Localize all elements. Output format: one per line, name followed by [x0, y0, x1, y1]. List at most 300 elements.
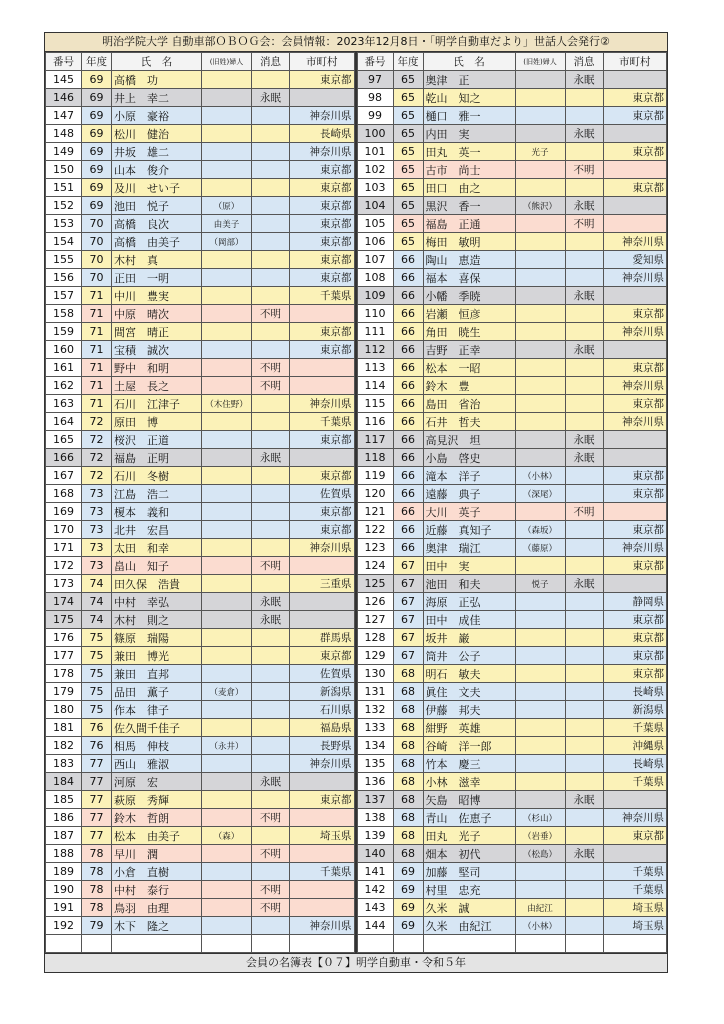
- member-status: [565, 719, 603, 737]
- col-header-no: 番号: [46, 53, 82, 71]
- member-name: 田中 成佳: [423, 611, 515, 629]
- member-status: [252, 485, 290, 503]
- member-year: 78: [82, 881, 112, 899]
- member-name: 角田 暁生: [423, 323, 515, 341]
- member-old-name: [202, 467, 252, 485]
- member-name: 福島 正明: [112, 449, 202, 467]
- member-city: 長野県: [290, 737, 355, 755]
- member-status: [565, 413, 603, 431]
- member-status: [565, 755, 603, 773]
- member-name: 谷崎 洋一郎: [423, 737, 515, 755]
- member-status: [252, 197, 290, 215]
- member-name: 矢島 昭博: [423, 791, 515, 809]
- member-city: 千葉県: [290, 413, 355, 431]
- member-status: [565, 611, 603, 629]
- member-old-name: [202, 359, 252, 377]
- member-status: [565, 269, 603, 287]
- member-year: 65: [393, 71, 423, 89]
- member-year: 78: [82, 845, 112, 863]
- member-number: 101: [357, 143, 393, 161]
- member-city: [290, 611, 355, 629]
- table-row: [357, 107, 667, 125]
- member-status: [565, 773, 603, 791]
- member-city: 神奈川県: [290, 107, 355, 125]
- member-year: 69: [393, 899, 423, 917]
- member-city: 東京都: [290, 647, 355, 665]
- member-number: 145: [46, 71, 82, 89]
- member-status: [565, 557, 603, 575]
- member-name: 奥津 正: [423, 71, 515, 89]
- member-year: 67: [393, 629, 423, 647]
- member-city: 東京都: [290, 197, 355, 215]
- member-city: [603, 197, 667, 215]
- table-row: [46, 143, 355, 161]
- member-city: 東京都: [290, 341, 355, 359]
- member-old-name: [515, 395, 565, 413]
- member-number: 102: [357, 161, 393, 179]
- member-number: 157: [46, 287, 82, 305]
- member-city: [603, 125, 667, 143]
- member-old-name: （熊沢）: [515, 197, 565, 215]
- member-old-name: 光子: [515, 143, 565, 161]
- member-number: 169: [46, 503, 82, 521]
- member-old-name: [515, 683, 565, 701]
- member-name: 間宮 晴正: [112, 323, 202, 341]
- member-number: 112: [357, 341, 393, 359]
- member-status: [252, 719, 290, 737]
- table-row: [46, 485, 355, 503]
- table-row: [46, 341, 355, 359]
- member-year: 66: [393, 341, 423, 359]
- member-year: 66: [393, 359, 423, 377]
- member-old-name: [202, 251, 252, 269]
- member-name: 佐久間千佳子: [112, 719, 202, 737]
- member-year: 69: [82, 107, 112, 125]
- member-number: 132: [357, 701, 393, 719]
- table-row: [357, 287, 667, 305]
- member-name: 乾山 知之: [423, 89, 515, 107]
- member-year: 71: [82, 341, 112, 359]
- member-name: 高見沢 坦: [423, 431, 515, 449]
- member-status: [252, 863, 290, 881]
- table-row: [357, 503, 667, 521]
- member-year: 69: [82, 143, 112, 161]
- member-year: 78: [82, 863, 112, 881]
- member-name: 田中 実: [423, 557, 515, 575]
- table-row: [46, 863, 355, 881]
- member-city: 東京都: [603, 827, 667, 845]
- table-row: [357, 413, 667, 431]
- member-old-name: [515, 881, 565, 899]
- member-name: 岩瀬 恒彦: [423, 305, 515, 323]
- member-roster-sheet: [44, 32, 668, 973]
- member-number: 150: [46, 161, 82, 179]
- member-status: [252, 323, 290, 341]
- table-row: [46, 539, 355, 557]
- member-city: 東京都: [290, 467, 355, 485]
- member-number: 115: [357, 395, 393, 413]
- member-year: 67: [393, 647, 423, 665]
- table-row: [357, 737, 667, 755]
- member-year: 75: [82, 647, 112, 665]
- member-name: 及川 せい子: [112, 179, 202, 197]
- blank-cell: [515, 935, 565, 953]
- member-name: 小倉 直樹: [112, 863, 202, 881]
- table-row: [357, 575, 667, 593]
- member-city: 長崎県: [603, 683, 667, 701]
- member-old-name: [202, 179, 252, 197]
- member-old-name: [202, 485, 252, 503]
- member-number: 136: [357, 773, 393, 791]
- member-year: 73: [82, 539, 112, 557]
- table-row: [46, 449, 355, 467]
- member-old-name: [515, 701, 565, 719]
- member-number: 137: [357, 791, 393, 809]
- member-city: [290, 305, 355, 323]
- member-old-name: [202, 377, 252, 395]
- table-row: [357, 647, 667, 665]
- table-row: [46, 773, 355, 791]
- member-old-name: [202, 773, 252, 791]
- member-year: 67: [393, 593, 423, 611]
- col-header-old-name: (旧姓)婦人: [202, 53, 252, 71]
- member-name: 滝本 洋子: [423, 467, 515, 485]
- member-status: [252, 395, 290, 413]
- blank-cell: [202, 935, 252, 953]
- member-name: 久米 誠: [423, 899, 515, 917]
- table-row: [46, 89, 355, 107]
- member-name: 大川 英子: [423, 503, 515, 521]
- col-header-status: 消息: [252, 53, 290, 71]
- member-old-name: （永井）: [202, 737, 252, 755]
- table-row: [46, 287, 355, 305]
- member-status: [252, 755, 290, 773]
- member-old-name: [202, 503, 252, 521]
- table-row: [357, 485, 667, 503]
- member-old-name: [202, 269, 252, 287]
- member-number: 167: [46, 467, 82, 485]
- blank-cell: [357, 935, 393, 953]
- member-city: [290, 557, 355, 575]
- member-old-name: [202, 611, 252, 629]
- member-city: [290, 881, 355, 899]
- member-status: [252, 269, 290, 287]
- member-city: 東京都: [603, 557, 667, 575]
- member-number: 133: [357, 719, 393, 737]
- member-year: 71: [82, 287, 112, 305]
- member-status: 永眠: [565, 791, 603, 809]
- table-row: [357, 251, 667, 269]
- member-number: 170: [46, 521, 82, 539]
- member-number: 143: [357, 899, 393, 917]
- member-status: [252, 125, 290, 143]
- table-row: [46, 395, 355, 413]
- member-status: [252, 665, 290, 683]
- member-number: 166: [46, 449, 82, 467]
- member-old-name: [515, 359, 565, 377]
- member-old-name: [515, 611, 565, 629]
- table-row: [357, 755, 667, 773]
- member-year: 65: [393, 179, 423, 197]
- member-city: 神奈川県: [290, 395, 355, 413]
- member-status: [252, 539, 290, 557]
- member-year: 68: [393, 809, 423, 827]
- blank-row: [46, 935, 355, 953]
- table-row: [46, 791, 355, 809]
- member-year: 66: [393, 539, 423, 557]
- member-old-name: （麦倉）: [202, 683, 252, 701]
- member-old-name: [202, 917, 252, 935]
- member-status: 不明: [252, 845, 290, 863]
- member-year: 66: [393, 395, 423, 413]
- member-old-name: [202, 863, 252, 881]
- member-city: 長崎県: [290, 125, 355, 143]
- member-number: 183: [46, 755, 82, 773]
- member-year: 69: [82, 71, 112, 89]
- member-old-name: [202, 665, 252, 683]
- member-year: 66: [393, 251, 423, 269]
- member-name: 木下 隆之: [112, 917, 202, 935]
- member-name: 井上 幸二: [112, 89, 202, 107]
- member-old-name: [202, 899, 252, 917]
- member-old-name: （原）: [202, 197, 252, 215]
- member-name: 榎本 義和: [112, 503, 202, 521]
- member-old-name: [515, 863, 565, 881]
- member-status: [565, 323, 603, 341]
- table-row: [357, 215, 667, 233]
- member-name: 海原 正弘: [423, 593, 515, 611]
- table-row: [357, 521, 667, 539]
- member-city: [603, 845, 667, 863]
- col-header-city: 市町村: [603, 53, 667, 71]
- table-row: [46, 251, 355, 269]
- member-name: 兼田 博光: [112, 647, 202, 665]
- member-number: 108: [357, 269, 393, 287]
- member-status: [565, 863, 603, 881]
- member-number: 156: [46, 269, 82, 287]
- member-status: [252, 521, 290, 539]
- member-old-name: [515, 251, 565, 269]
- table-row: [46, 359, 355, 377]
- member-city: 静岡県: [603, 593, 667, 611]
- member-year: 65: [393, 197, 423, 215]
- table-row: [46, 521, 355, 539]
- member-old-name: [515, 287, 565, 305]
- member-city: 神奈川県: [603, 809, 667, 827]
- member-status: [565, 539, 603, 557]
- member-year: 74: [82, 593, 112, 611]
- member-name: 鳥羽 由理: [112, 899, 202, 917]
- member-name: 宝積 誠次: [112, 341, 202, 359]
- member-old-name: [515, 341, 565, 359]
- member-status: [252, 575, 290, 593]
- member-status: 永眠: [565, 431, 603, 449]
- table-row: [357, 809, 667, 827]
- member-number: 168: [46, 485, 82, 503]
- member-name: 陶山 恵造: [423, 251, 515, 269]
- member-old-name: （森）: [202, 827, 252, 845]
- member-name: 吉野 正幸: [423, 341, 515, 359]
- member-name: 田丸 光子: [423, 827, 515, 845]
- member-city: 新潟県: [603, 701, 667, 719]
- member-year: 66: [393, 287, 423, 305]
- member-year: 69: [393, 881, 423, 899]
- member-city: [603, 161, 667, 179]
- table-row: [357, 197, 667, 215]
- member-city: 神奈川県: [290, 143, 355, 161]
- member-status: [565, 917, 603, 935]
- member-city: 佐賀県: [290, 665, 355, 683]
- member-number: 161: [46, 359, 82, 377]
- member-status: [252, 287, 290, 305]
- table-row: [357, 539, 667, 557]
- table-row: [46, 197, 355, 215]
- member-year: 67: [393, 557, 423, 575]
- table-row: [357, 89, 667, 107]
- table-row: [357, 827, 667, 845]
- table-row: [46, 701, 355, 719]
- member-name: 梅田 敏明: [423, 233, 515, 251]
- member-city: [603, 575, 667, 593]
- member-number: 138: [357, 809, 393, 827]
- member-old-name: （木住野）: [202, 395, 252, 413]
- member-year: 65: [393, 233, 423, 251]
- member-old-name: [202, 287, 252, 305]
- member-name: 加藤 堅司: [423, 863, 515, 881]
- blank-cell: [423, 935, 515, 953]
- member-old-name: [202, 629, 252, 647]
- member-city: [603, 503, 667, 521]
- member-old-name: [202, 341, 252, 359]
- table-row: [46, 809, 355, 827]
- member-number: 148: [46, 125, 82, 143]
- member-old-name: [202, 701, 252, 719]
- member-name: 明石 敏夫: [423, 665, 515, 683]
- blank-cell: [393, 935, 423, 953]
- member-year: 67: [393, 575, 423, 593]
- member-old-name: [515, 89, 565, 107]
- member-name: 田丸 英一: [423, 143, 515, 161]
- member-old-name: [515, 755, 565, 773]
- member-number: 142: [357, 881, 393, 899]
- member-name: 石井 哲夫: [423, 413, 515, 431]
- member-old-name: 由美子: [202, 215, 252, 233]
- member-name: 眞住 文夫: [423, 683, 515, 701]
- member-old-name: [515, 377, 565, 395]
- member-number: 188: [46, 845, 82, 863]
- member-number: 123: [357, 539, 393, 557]
- member-city: 東京都: [603, 305, 667, 323]
- member-number: 172: [46, 557, 82, 575]
- member-city: 神奈川県: [603, 377, 667, 395]
- table-row: [357, 305, 667, 323]
- member-name: 松川 健治: [112, 125, 202, 143]
- member-number: 122: [357, 521, 393, 539]
- member-city: 神奈川県: [290, 755, 355, 773]
- member-old-name: [515, 269, 565, 287]
- member-year: 70: [82, 269, 112, 287]
- member-status: [565, 647, 603, 665]
- document-title: 明治学院大学 自動車部ＯＢＯＧ会：会員情報：2023年12月8日・「明学自動車だより」世話人会発行②: [44, 32, 668, 52]
- table-row: [46, 629, 355, 647]
- member-name: 太田 和幸: [112, 539, 202, 557]
- table-row: [357, 917, 667, 935]
- member-number: 125: [357, 575, 393, 593]
- member-status: [252, 503, 290, 521]
- member-city: [290, 773, 355, 791]
- member-city: [290, 89, 355, 107]
- member-number: 192: [46, 917, 82, 935]
- member-city: 神奈川県: [290, 917, 355, 935]
- member-year: 78: [82, 899, 112, 917]
- member-status: 永眠: [565, 845, 603, 863]
- member-old-name: [515, 719, 565, 737]
- table-row: [357, 899, 667, 917]
- member-city: 神奈川県: [603, 323, 667, 341]
- member-old-name: （岡部）: [202, 233, 252, 251]
- member-status: [252, 737, 290, 755]
- member-year: 65: [393, 161, 423, 179]
- member-year: 66: [393, 503, 423, 521]
- table-row: [357, 341, 667, 359]
- col-header-year: 年度: [82, 53, 112, 71]
- member-name: 中村 泰行: [112, 881, 202, 899]
- member-status: 永眠: [252, 593, 290, 611]
- member-name: 中村 幸弘: [112, 593, 202, 611]
- member-name: 奥津 瑞江: [423, 539, 515, 557]
- member-old-name: [202, 845, 252, 863]
- member-year: 75: [82, 683, 112, 701]
- member-city: 長崎県: [603, 755, 667, 773]
- member-status: [252, 71, 290, 89]
- member-year: 77: [82, 755, 112, 773]
- member-number: 129: [357, 647, 393, 665]
- table-row: [357, 683, 667, 701]
- member-old-name: 由紀江: [515, 899, 565, 917]
- member-city: [290, 359, 355, 377]
- member-number: 180: [46, 701, 82, 719]
- member-city: 千葉県: [603, 863, 667, 881]
- member-number: 135: [357, 755, 393, 773]
- member-name: 桜沢 正道: [112, 431, 202, 449]
- member-year: 71: [82, 323, 112, 341]
- member-old-name: [202, 305, 252, 323]
- member-status: [252, 431, 290, 449]
- member-status: [565, 809, 603, 827]
- member-name: 作本 律子: [112, 701, 202, 719]
- member-city: 埼玉県: [603, 899, 667, 917]
- member-name: 黒沢 香一: [423, 197, 515, 215]
- member-year: 66: [393, 431, 423, 449]
- member-city: 東京都: [603, 611, 667, 629]
- member-number: 184: [46, 773, 82, 791]
- member-year: 70: [82, 233, 112, 251]
- member-status: [252, 143, 290, 161]
- member-old-name: [515, 233, 565, 251]
- member-city: 神奈川県: [603, 413, 667, 431]
- member-name: 竹本 慶三: [423, 755, 515, 773]
- member-year: 68: [393, 755, 423, 773]
- member-status: [252, 701, 290, 719]
- member-city: 東京都: [603, 179, 667, 197]
- member-year: 66: [393, 377, 423, 395]
- table-row: [357, 467, 667, 485]
- member-status: [565, 359, 603, 377]
- member-year: 77: [82, 809, 112, 827]
- member-city: 愛知県: [603, 251, 667, 269]
- table-row: [357, 863, 667, 881]
- member-name: 木村 則之: [112, 611, 202, 629]
